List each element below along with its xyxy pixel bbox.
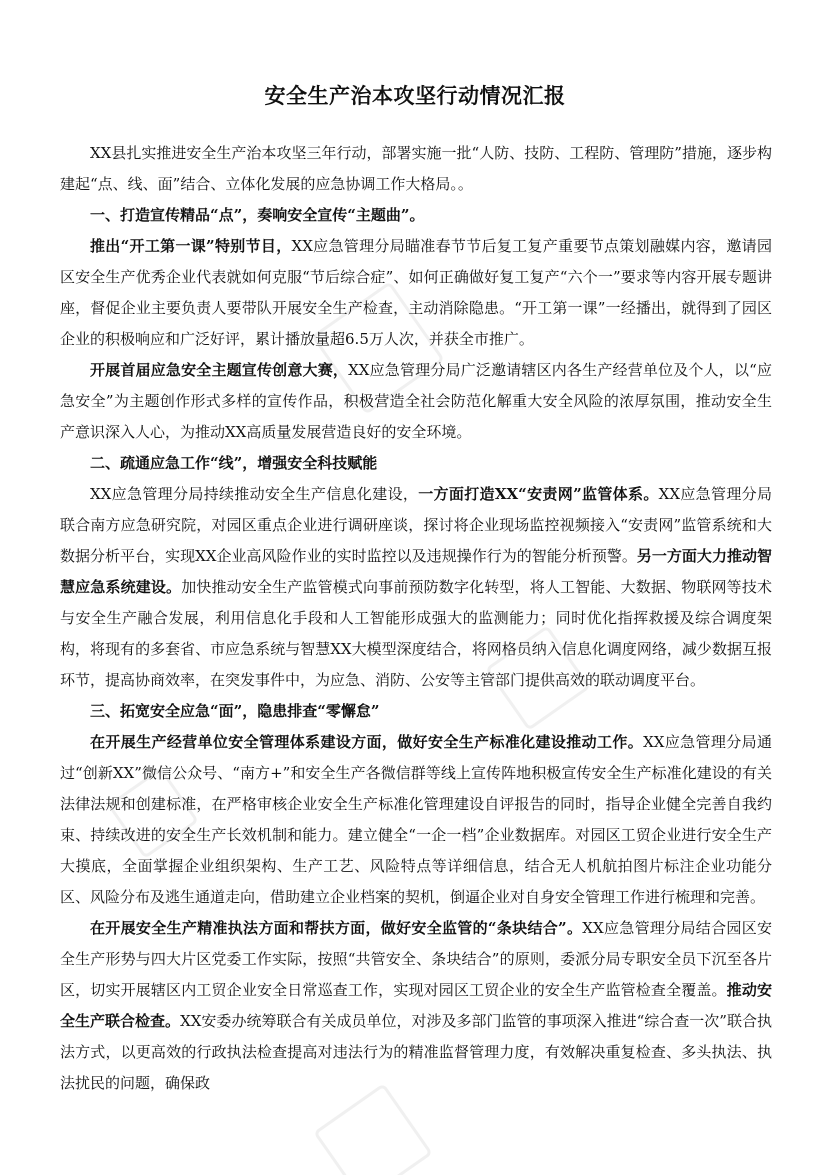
section-3-heading: 三、拓宽安全应急“面”，隐患排查“零懈怠”: [90, 702, 380, 720]
section-2-text-b: 一方面打造XX“安责网”监管体系。: [418, 485, 659, 503]
section-2-text-a: XX应急管理分局持续推动安全生产信息化建设，: [90, 485, 419, 503]
section-1-paragraph-1-lead: 推出“开工第一课”特别节目，: [90, 237, 292, 255]
section-3-paragraph-2-body-2: XX安委办统筹联合有关成员单位，对涉及多部门监管的事项深入推进“综合查一次”联合执法方式，以更高效的行政执法检查提高对违法行为的精准监督管理力度，有效解决重复检查、多头执法、执法扰民的问题，确保政: [60, 1012, 772, 1092]
section-1-paragraph-1: [60, 231, 772, 355]
section-1-paragraph-2-lead: 开展首届应急安全主题宣传创意大赛，: [90, 361, 349, 379]
section-2-heading: 二、疏通应急工作“线”，增强安全科技赋能: [90, 454, 378, 472]
section-2-text-d: 另一方面大力推动智慧应急系统建设。: [60, 547, 772, 596]
section-3-paragraph-2-body-1: XX应急管理分局结合园区安全生产形势与四大片区党委工作实际，按照“共管安全、条块结合”的原则，委派分局专职安全员下沉至各片区，切实开展辖区内工贸企业安全日常巡查工作，实现对园区工贸企业的安全生产监管检查全覆盖。: [60, 919, 772, 999]
document-title: 安全生产治本攻坚行动情况汇报: [264, 83, 566, 108]
section-3-paragraph-2: [60, 913, 772, 1099]
section-3-paragraph-1-lead: 在开展生产经营单位安全管理体系建设方面，做好安全生产标准化建设推动工作。: [90, 733, 644, 751]
section-3-paragraph-1: [60, 727, 772, 913]
document-body: [60, 138, 772, 1099]
section-2-text-e: 加快推动安全生产监管模式向事前预防数字化转型，将人工智能、大数据、物联网等技术与安全生产融合发展，利用信息化手段和人工智能形成强大的监测能力；同时优化指挥救援及综合调度架构，将现有的多套省、市应急系统与智慧XX大模型深度结合，将网格员纳入信息化调度网络，减少数据互报环节，提高协商效率，在突发事件中，为应急、消防、公安等主管部门提供高效的联动调度平台。: [60, 578, 772, 689]
section-1-heading: 一、打造宣传精品“点”，奏响安全宣传“主题曲”。: [90, 206, 425, 224]
section-2-text-c: XX应急管理分局联合南方应急研究院，对园区重点企业进行调研座谈，探讨将企业现场监控视频接入“安责网”监管系统和大数据分析平台，实现XX企业高风险作业的实时监控以及违规操作行为的智能分析预警。: [60, 485, 772, 565]
section-1-paragraph-2: [60, 355, 772, 448]
section-3-paragraph-2-lead-2: 推动安全生产联合检查。: [60, 981, 772, 1030]
section-3-paragraph-1-body: XX应急管理分局通过“创新XX”微信公众号、“南方+”和安全生产各微信群等线上宣传阵地积极宣传安全生产标准化建设的有关法律法规和创建标准，在严格审核企业安全生产标准化管理建设自评报告的同时，指导企业健全完善自我约束、持续改进的安全生产长效机制和能力。建立健全“一企一档”企业数据库。对园区工贸企业进行安全生产大摸底，全面掌握企业组织架构、生产工艺、风险特点等详细信息，结合无人机航拍图片标注企业功能分区、风险分布及逃生通道走向，借助建立企业档案的契机，倒逼企业对自身安全管理工作进行梳理和完善。: [60, 733, 772, 906]
section-1-paragraph-2-body: XX应急管理分局广泛邀请辖区内各生产经营单位及个人，以“应急安全”为主题创作形式多样的宣传作品，积极营造全社会防范化解重大安全风险的浓厚氛围，推动安全生产意识深入人心，为推动XX高质量发展营造良好的安全环境。: [60, 361, 772, 441]
section-3-paragraph-2-lead: 在开展安全生产精准执法方面和帮扶方面，做好安全监管的“条块结合”。: [90, 919, 583, 937]
intro-paragraph: XX县扎实推进安全生产治本攻坚三年行动，部署实施一批“人防、技防、工程防、管理防”措施，逐步构建起“点、线、面”结合、立体化发展的应急协调工作大格局。。: [60, 144, 772, 193]
section-1-paragraph-1-body: XX应急管理分局瞄准春节节后复工复产重要节点策划融媒内容，邀请园区安全生产优秀企业代表就如何克服“节后综合症”、如何正确做好复工复产“六个一”要求等内容开展专题讲座，督促企业主要负责人要带队开展安全生产检查，主动消除隐患。“开工第一课”一经播出，就得到了园区企业的积极响应和广泛好评，累计播放量超6.5万人次，并获全市推广。: [60, 237, 772, 348]
section-2-paragraph-1: [60, 479, 772, 696]
